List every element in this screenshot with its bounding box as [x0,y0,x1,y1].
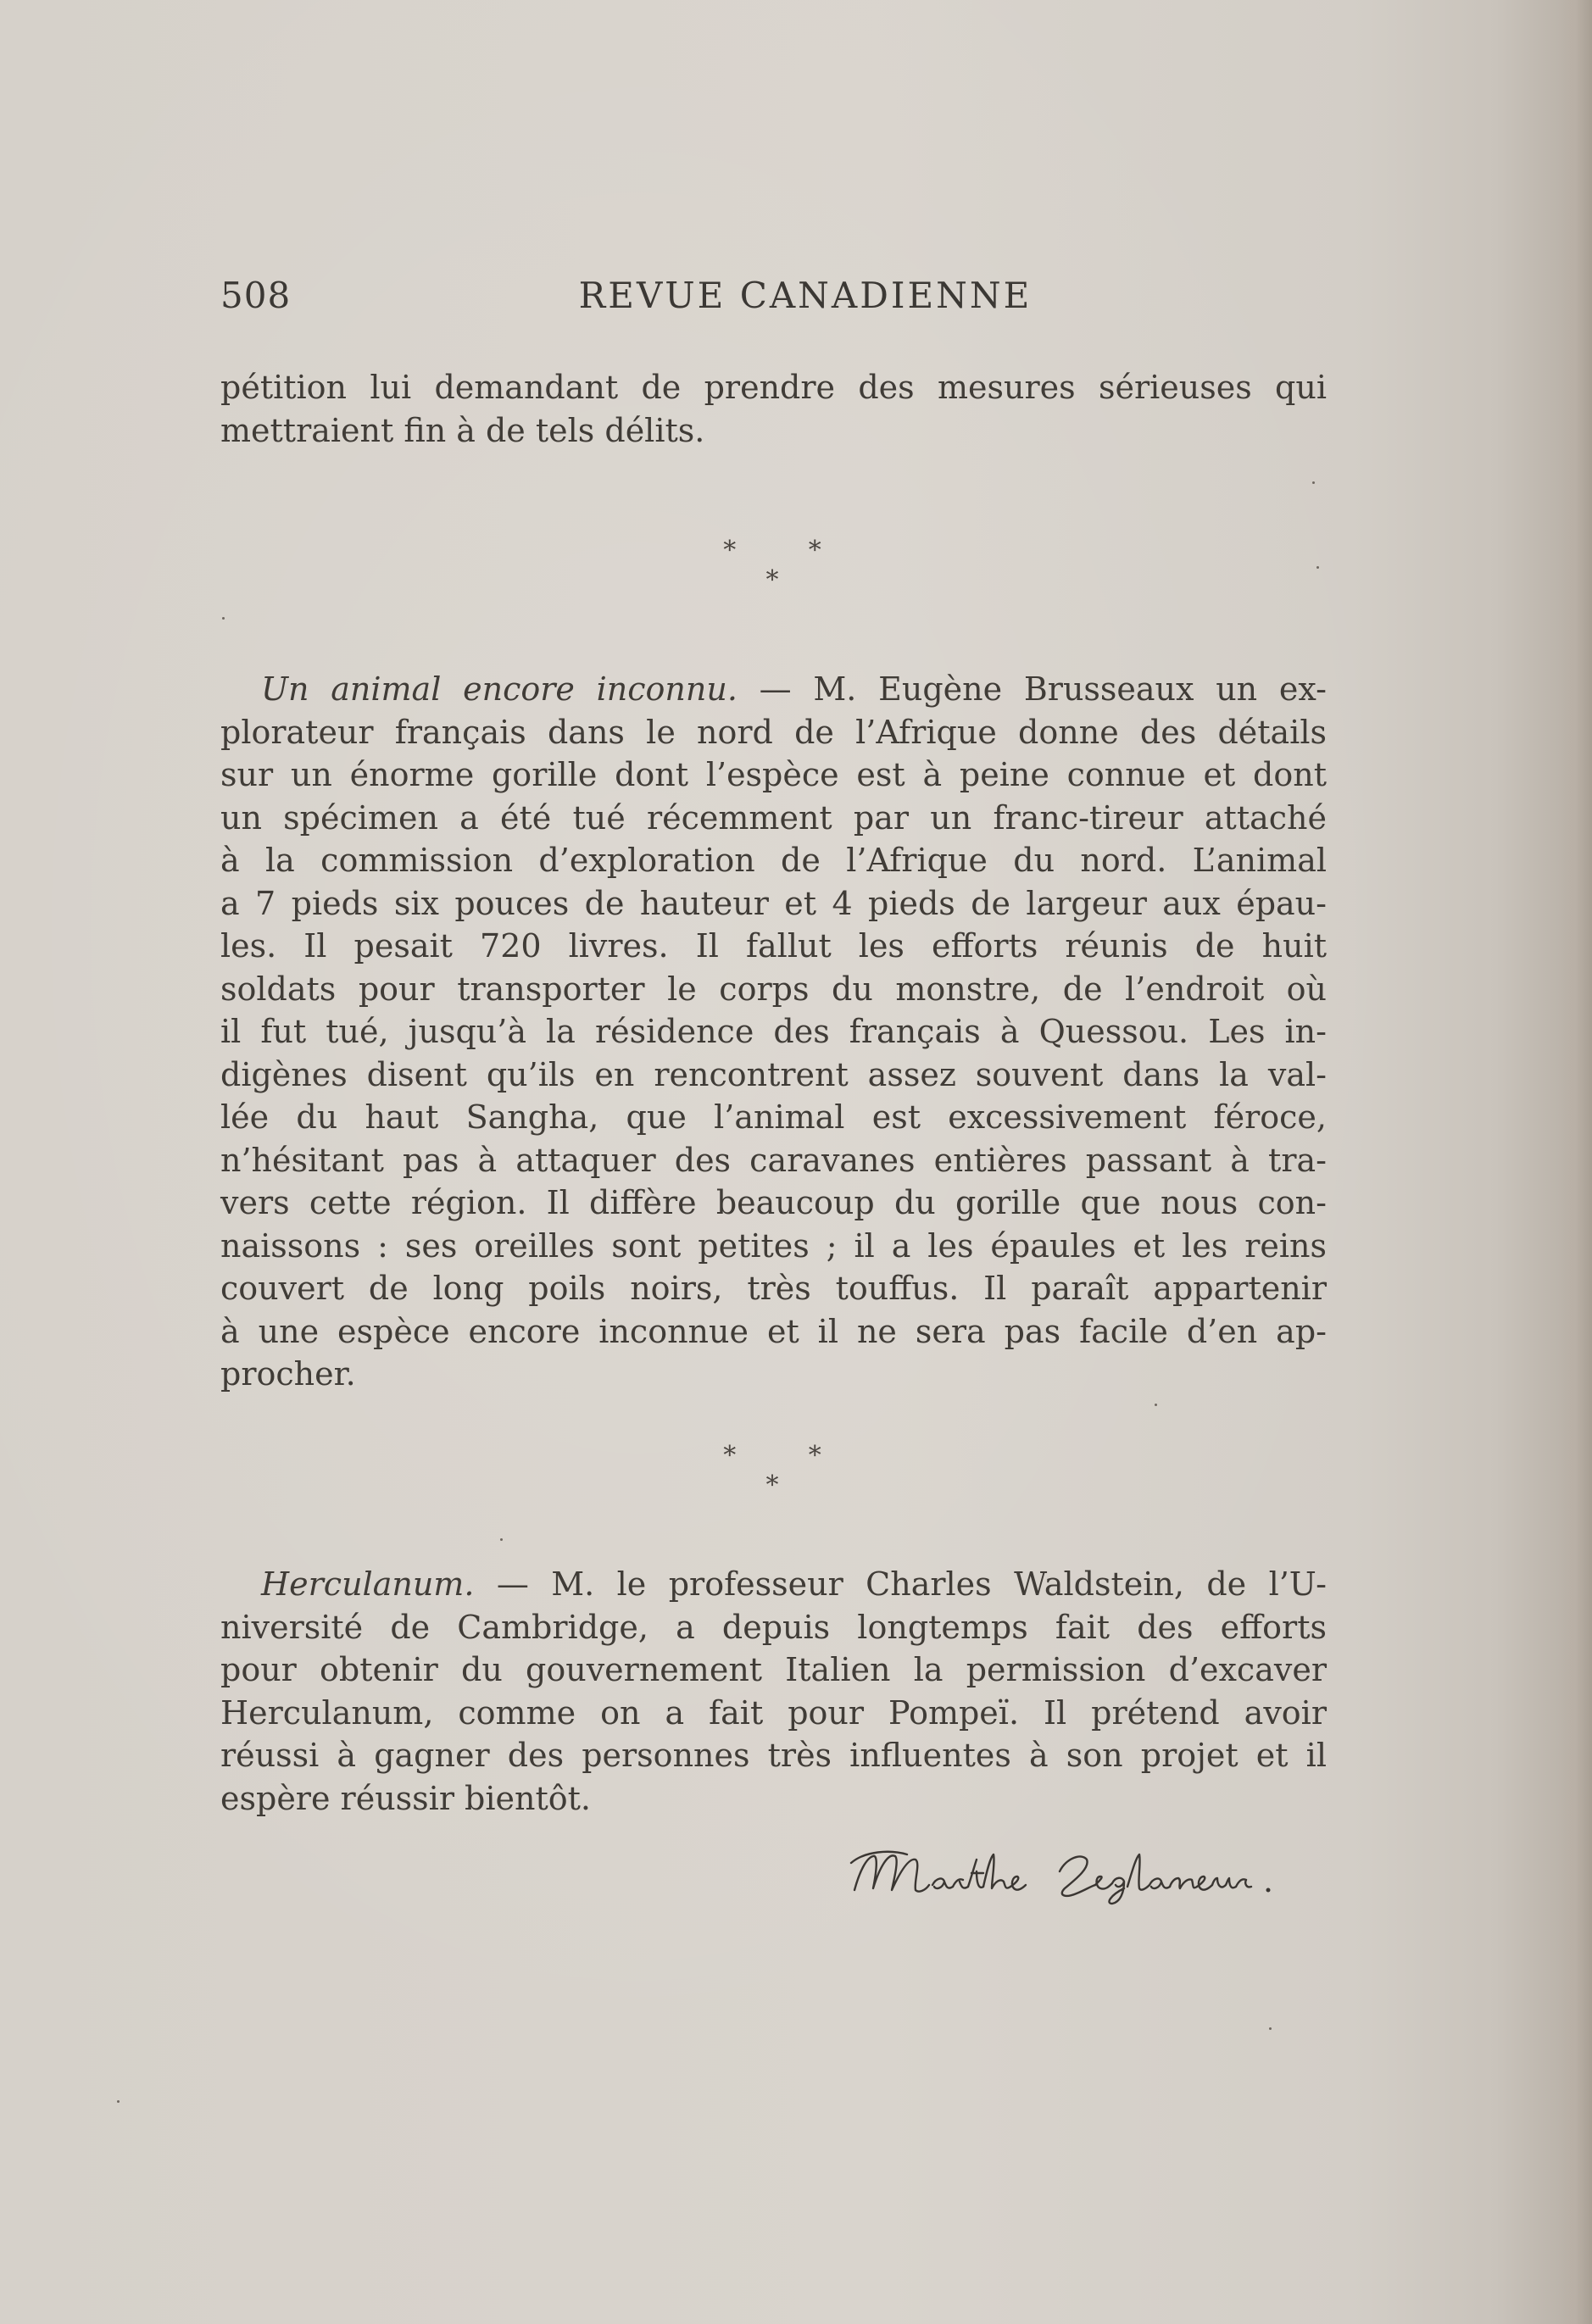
text-line: niversité de Cambridge, a depuis longtemps fait des efforts [220,1608,1327,1646]
text-line: procher. [220,1355,356,1393]
page-edge-shadow [1561,0,1592,2324]
text-run: — M. le professeur Charles Waldstein, de l’U- [496,1565,1327,1603]
asterism-separator: * * * [723,1441,854,1500]
paragraph-herculanum [220,1563,1327,1820]
page-header [220,275,1327,325]
text-line: sur un énorme gorille dont l’espèce est à peine connue et dont [220,756,1327,793]
paper-speck [1312,481,1315,484]
text-line: à une espèce encore inconnue et il ne sera pas facile d’en ap- [220,1312,1327,1350]
text-line: espère réussir bientôt. [220,1779,591,1817]
text-line: réussi à gagner des personnes très influentes à son projet et il [220,1737,1327,1774]
paper-speck [1316,566,1319,569]
text-line: plorateur français dans le nord de l’Afrique donne des détails [220,713,1327,751]
text-run: — M. Eugène Brusseaux un ex- [759,670,1327,708]
text-line: n’hésitant pas à attaquer des caravanes entières passant à tra- [220,1141,1327,1179]
text-line: lée du haut Sangha, que l’animal est excessivement féroce, [220,1098,1327,1136]
running-head: REVUE CANADIENNE [578,275,1033,316]
text-line: il fut tué, jusqu’à la résidence des français à Quessou. Les in- [220,1013,1327,1050]
paragraph-petition [220,366,1327,452]
text-line [220,1563,1327,1606]
paper-speck [117,2100,120,2103]
paper-speck [1155,1404,1157,1406]
handwritten-signature [848,1846,1289,1905]
text-line: mettraient fin à de tels délits. [220,411,705,449]
section-heading: Un animal encore inconnu. [261,670,738,708]
text-line: couvert de long poils noirs, très touffus. Il paraît appartenir [220,1270,1327,1307]
text-line: a 7 pieds six pouces de hauteur et 4 pieds de largeur aux épau- [220,884,1327,922]
text-line [220,668,1327,711]
asterism-separator: * * * [723,536,854,595]
paragraph-animal [220,668,1327,1396]
section-heading: Herculanum. [261,1565,475,1603]
text-line: soldats pour transporter le corps du monstre, de l’endroit où [220,970,1327,1008]
text-line: vers cette région. Il diffère beaucoup du gorille que nous con- [220,1184,1327,1221]
text-line: naissons : ses oreilles sont petites ; il a les épaules et les reins [220,1226,1327,1265]
text-line: Herculanum, comme on a fait pour Pompeï. Il prétend avoir [220,1693,1327,1732]
paper-speck [500,1538,503,1541]
text-line: pétition lui demandant de prendre des mesures sérieuses qui [220,369,1327,406]
text-line: les. Il pesait 720 livres. Il fallut les efforts réunis de huit [220,927,1327,965]
text-line: à la commission d’exploration de l’Afrique du nord. L’animal [220,842,1327,879]
page-number: 508 [220,275,292,316]
paper-speck [1269,2027,1272,2030]
text-line: pour obtenir du gouvernement Italien la permission d’excaver [220,1651,1327,1688]
text-line: un spécimen a été tué récemment par un franc-tireur attaché [220,798,1327,837]
paper-speck [222,617,225,620]
text-line: digènes disent qu’ils en rencontrent assez souvent dans la val- [220,1055,1327,1093]
